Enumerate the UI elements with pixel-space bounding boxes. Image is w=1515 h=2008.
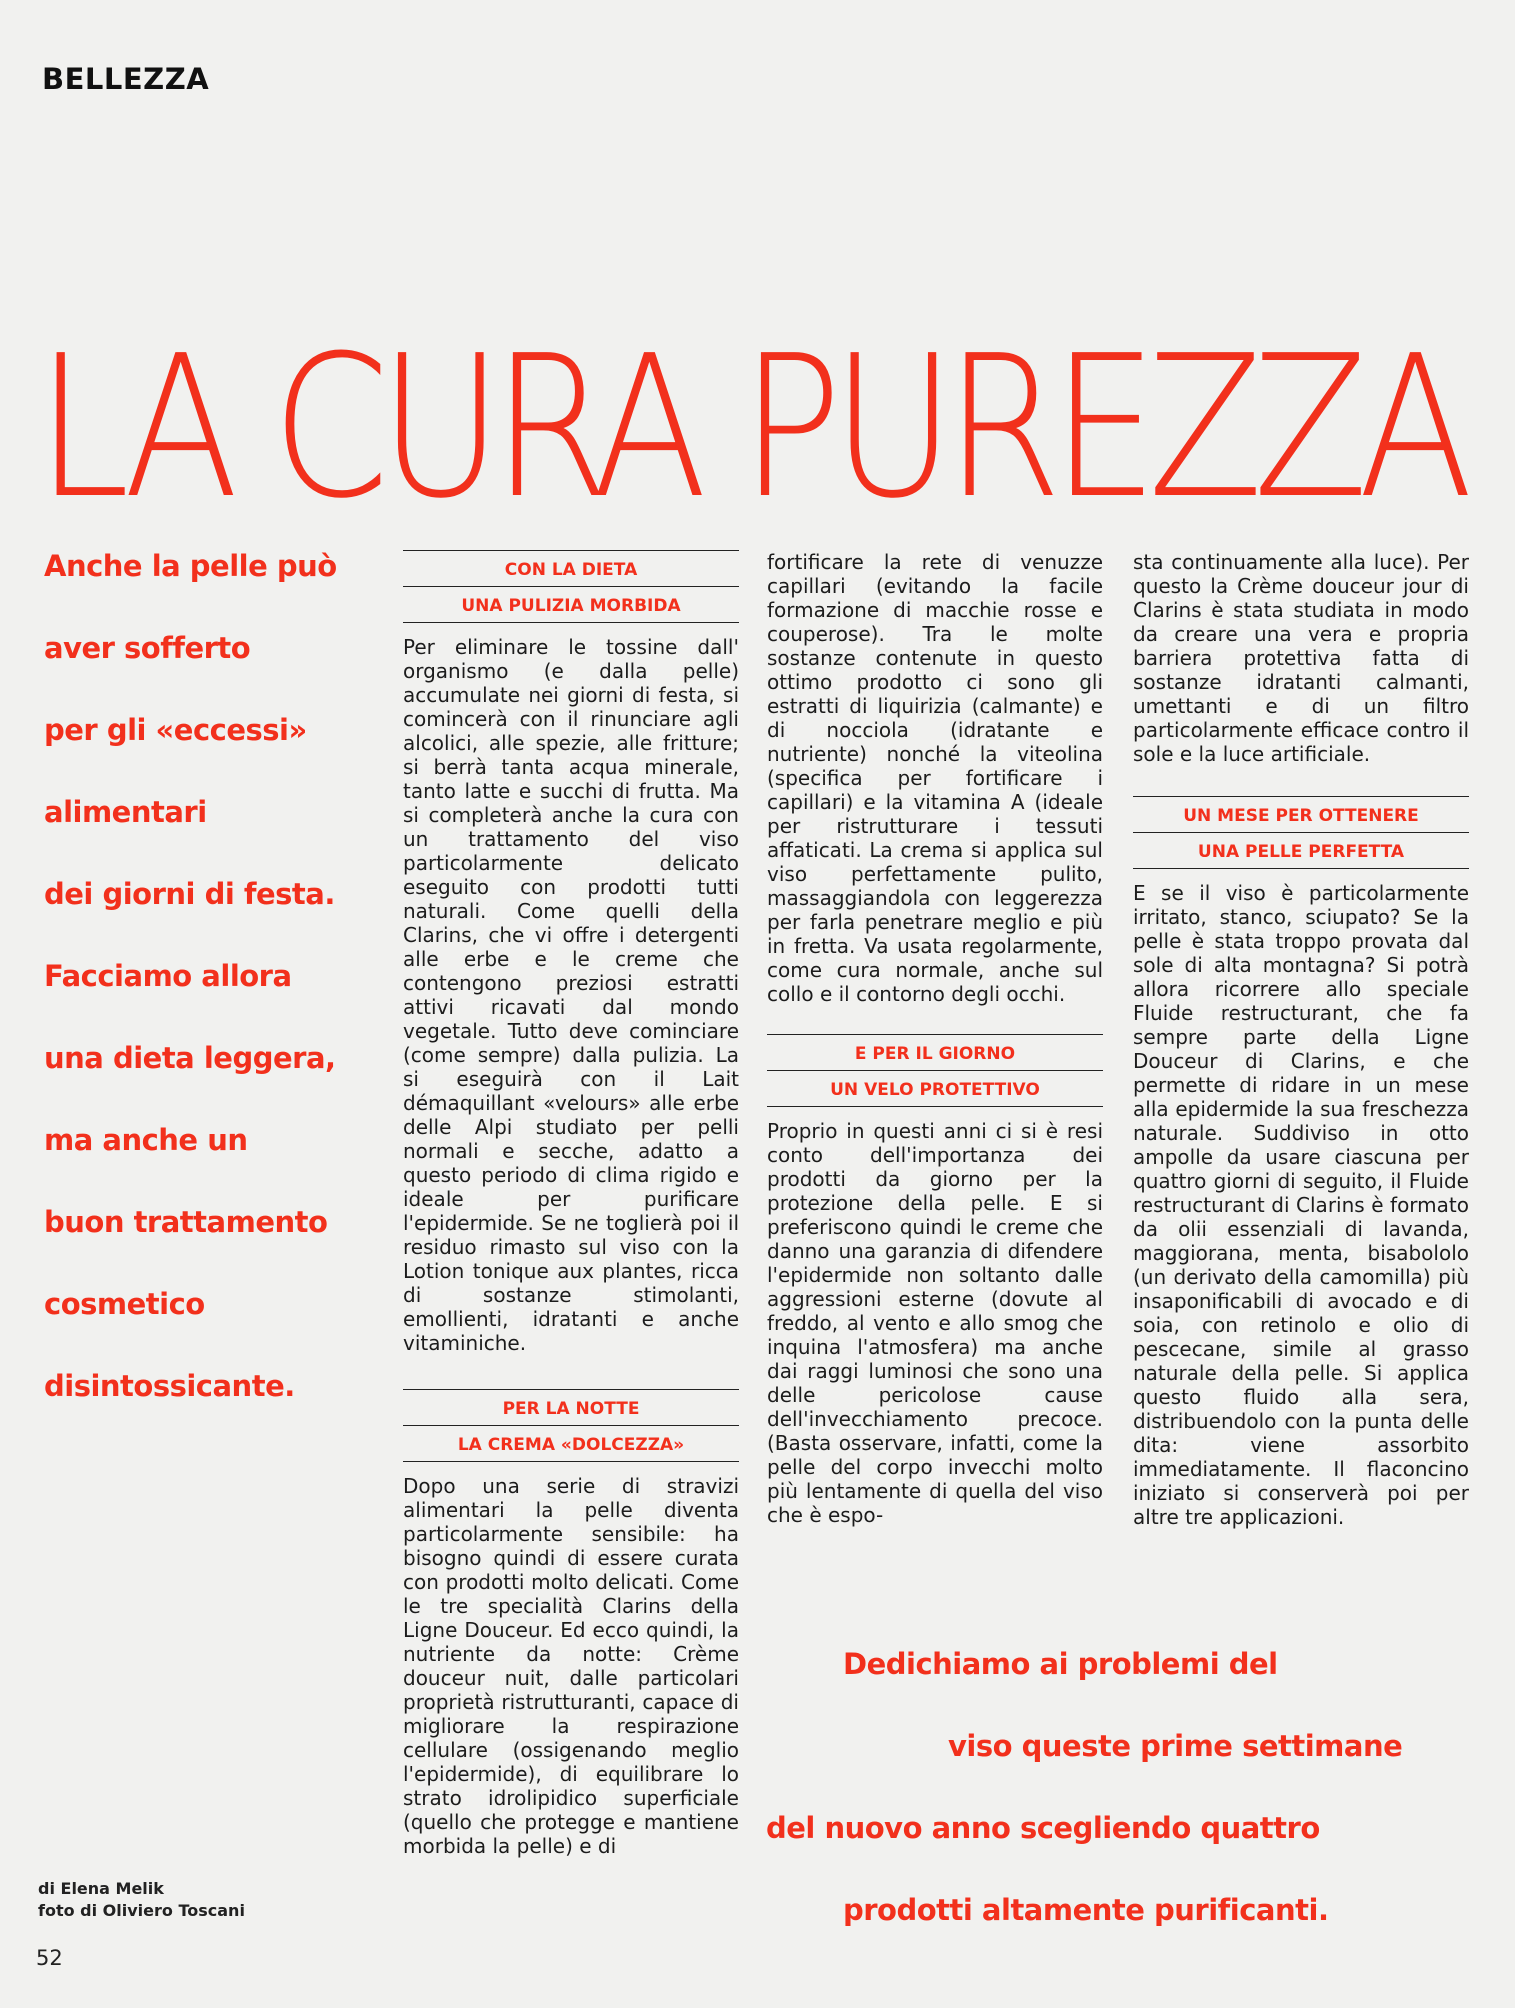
subheading-line: E PER IL GIORNO xyxy=(767,1035,1103,1071)
text-column-3 xyxy=(1133,550,1469,1529)
body-paragraph: fortificare la rete di venuzze capillari (evitando la facile formazione di macchie rosse e couperose). Tra le molte sostanze contenute in questo ottimo prodotto ci sono gli estratti di liquirizia (calmante) e di nocciola (idratante e nutriente) nonché la viteolina (specifica per fortificare i capillari) e la vitamina A (ideale per ristrutturare i tessuti affaticati. La crema si applica sul viso perfettamente pulito, massaggiandola con leggerezza per farla penetrare meglio e più in fretta. Va usata regolarmente, come cura normale, anche sul collo e il contorno degli occhi. xyxy=(767,550,1103,1006)
intro-line: buon trattamento xyxy=(44,1205,328,1239)
intro-line: Anche la pelle può xyxy=(44,549,337,583)
intro-line: ma anche un xyxy=(44,1123,248,1157)
intro-line: per gli «eccessi» xyxy=(44,713,307,747)
intro-standfirst xyxy=(44,548,364,1450)
subheading-line: UNA PELLE PERFETTA xyxy=(1133,833,1469,869)
intro-line: Facciamo allora xyxy=(44,959,292,993)
body-paragraph: sta continuamente alla luce). Per questo la Crème douceur jour di Clarins è stata studiata in modo da creare una vera e propria barriera protettiva fatta di sostanze idratanti calmanti, umettanti e di un filtro particolarmente efficace contro il sole e la luce artificiale. xyxy=(1133,550,1469,766)
body-paragraph: E se il viso è particolarmente irritato, stanco, sciupato? Se la pelle è stata troppo provata dal sole di alta montagna? Si potrà allora ricorrere allo speciale Fluide restructurant, che fa sempre parte della Ligne Douceur di Clarins, e che permette di ridare in un mese alla epidermide la sua freschezza naturale. Suddiviso in otto ampolle da usare ciascuna per quattro giorni di seguito, il Fluide restructurant di Clarins è formato da olii essenziali di lavanda, maggiorana, menta, bisabololo (un derivato della camomilla) più insaponificabili di avocado e di soia, con retinolo e olio di pescecane, simile al grasso naturale della pelle. Si applica questo fluido alla sera, distribuendolo con la punta delle dita: viene assorbito immediatamente. Il flaconcino iniziato si conserverà poi per altre tre applicazioni. xyxy=(1133,881,1469,1529)
subheading-diet xyxy=(403,550,739,623)
pullquote-line: viso queste prime settimane xyxy=(948,1729,1403,1763)
body-paragraph: Proprio in questi anni ci si è resi conto dell'importanza dei prodotti da giorno per la protezione della pelle. E si preferiscono quindi le creme che danno una garanzia di difendere l'epidermide non soltanto dalle aggressioni esterne (dovute al freddo, al vento e allo smog che inquina l'atmosfera) ma anche dai raggi luminosi che sono una delle pericolose cause dell'invecchiamento precoce. (Basta osservare, infatti, come la pelle del corpo invecchi molto più lentamente di quella del viso che è espo- xyxy=(767,1119,1103,1527)
author-credit: di Elena Melik xyxy=(38,1879,164,1898)
subheading-line: UNA PULIZIA MORBIDA xyxy=(403,587,739,623)
pullquote-line: del nuovo anno scegliendo quattro xyxy=(766,1811,1320,1845)
intro-line: una dieta leggera, xyxy=(44,1041,336,1075)
subheading-line: PER LA NOTTE xyxy=(403,1390,739,1426)
intro-line: aver sofferto xyxy=(44,631,251,665)
intro-line: disintossicante. xyxy=(44,1369,295,1403)
pullquote-line: prodotti altamente purificanti. xyxy=(843,1893,1329,1927)
subheading-line: UN VELO PROTETTIVO xyxy=(767,1071,1103,1107)
intro-line: cosmetico xyxy=(44,1287,205,1321)
intro-line: alimentari xyxy=(44,795,207,829)
subheading-month xyxy=(1133,796,1469,869)
subheading-line: CON LA DIETA xyxy=(403,551,739,587)
photo-credit: foto di Oliviero Toscani xyxy=(38,1901,245,1920)
subheading-night xyxy=(403,1389,739,1462)
body-paragraph: Per eliminare le tossine dall' organismo (e dalla pelle) accumulate nei giorni di festa, si comincerà con il rinunciare agli alcolici, alle spezie, alle fritture; si berrà tanta acqua minerale, tanto latte e succhi di frutta. Ma si completerà anche la cura con un trattamento del viso particolarmente delicato eseguito con prodotti tutti naturali. Come quelli della Clarins, che vi offre i detergenti alle erbe e le creme che contengono preziosi estratti attivi ricavati dal mondo vegetale. Tutto deve cominciare (come sempre) dalla pulizia. La si eseguirà con il Lait démaquillant «velours» alle erbe delle Alpi studiato per pelli normali e secche, adatto a questo periodo di clima rigido e ideale per purificare l'epidermide. Se ne toglierà poi il residuo rimasto sul viso con la Lotion tonique aux plantes, ricca di sostanze stimolanti, emollienti, idratanti e anche vitaminiche. xyxy=(403,635,739,1355)
text-column-1 xyxy=(403,550,739,1858)
subheading-line: UN MESE PER OTTENERE xyxy=(1133,797,1469,833)
pullquote-line: Dedichiamo ai problemi del xyxy=(843,1647,1278,1681)
subheading-line: LA CREMA «DOLCEZZA» xyxy=(403,1426,739,1462)
intro-line: dei giorni di festa. xyxy=(44,877,335,911)
section-label: BELLEZZA xyxy=(42,62,210,96)
text-column-2 xyxy=(767,550,1103,1527)
article-title: LA CURA PUREZZA xyxy=(36,314,1464,542)
body-paragraph: Dopo una serie di stravizi alimentari la pelle diventa particolarmente sensibile: ha bisogno quindi di essere curata con prodotti molto delicati. Come le tre specialità Clarins della Ligne Douceur. Ed ecco quindi, la nutriente da notte: Crème douceur nuit, dalle particolari proprietà ristrutturanti, capace di migliorare la respirazione cellulare (ossigenando meglio l'epidermide), di equilibrare lo strato idrolipidico superficiale (quello che protegge e mantiene morbida la pelle) e di xyxy=(403,1474,739,1858)
subheading-day xyxy=(767,1034,1103,1107)
page-number: 52 xyxy=(36,1946,63,1970)
byline xyxy=(38,1878,245,1922)
